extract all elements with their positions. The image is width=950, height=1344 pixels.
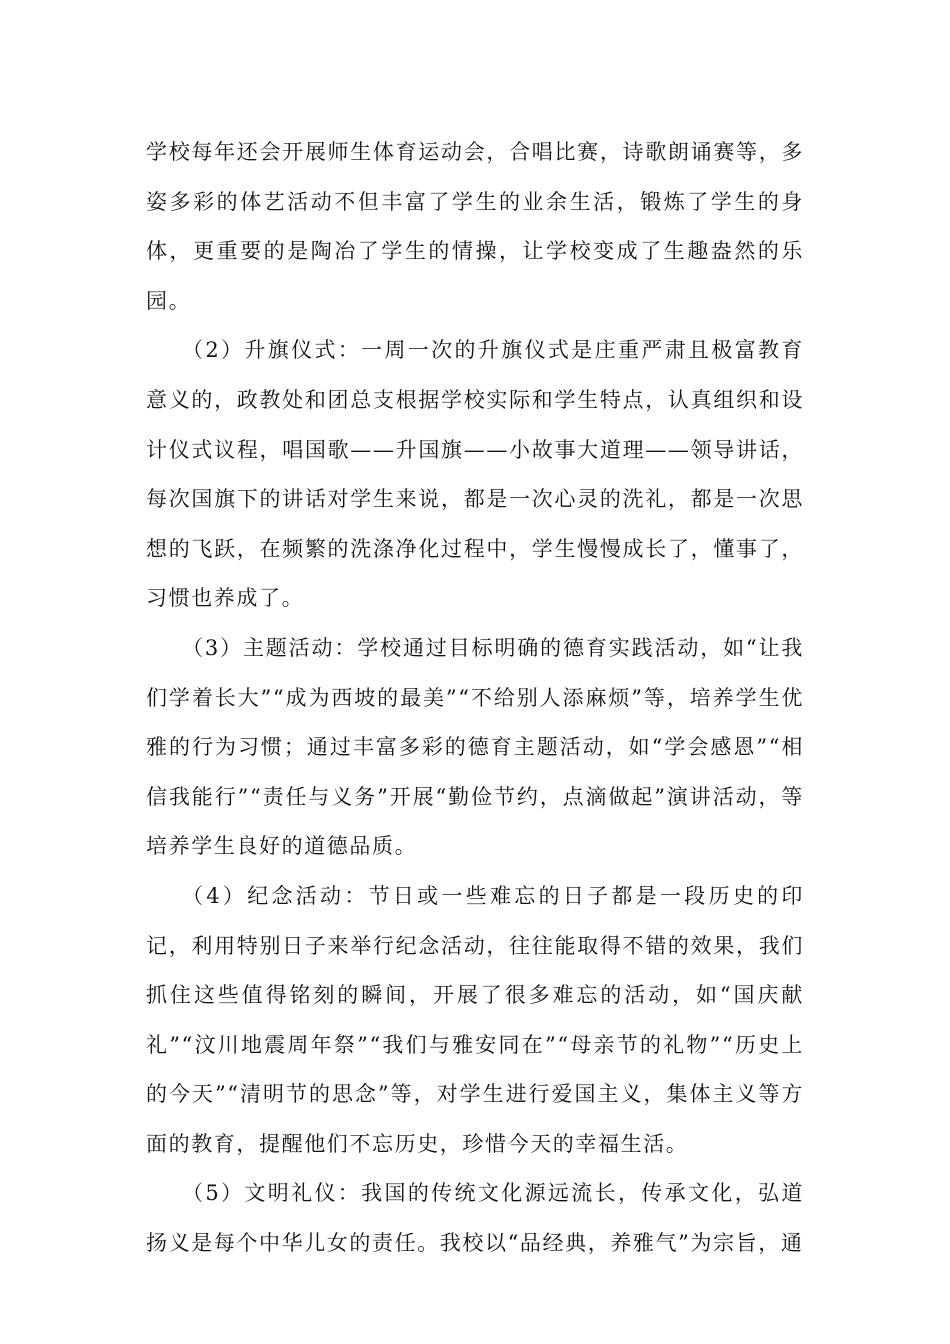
document-body — [146, 128, 804, 1269]
paragraph-sports-arts: 学校每年还会开展师生体育运动会，合唱比赛，诗歌朗诵赛等，多姿多彩的体艺活动不但丰富了学生的业余生活，锻炼了学生的身体，更重要的是陶冶了学生的情操，让学校变成了生趣盎然的乐园。 — [146, 140, 804, 313]
paragraph-commemorative-activities: （4）纪念活动：节日或一些难忘的日子都是一段历史的印记，利用特别日子来举行纪念活动，往往能取得不错的效果，我们抓住这些值得铭刻的瞬间，开展了很多难忘的活动，如“国庆献礼”“汶川地震周年祭”“我们与雅安同在”“母亲节的礼物”“历史上的今天”“清明节的思念”等，对学生进行爱国主义，集体主义等方面的教育，提醒他们不忘历史，珍惜今天的幸福生活。 — [146, 883, 804, 1156]
paragraph-civility-etiquette: （5）文明礼仪：我国的传统文化源远流长，传承文化，弘道扬义是每个中华儿女的责任。我校以“品经典，养雅气”为宗旨，通 — [146, 1181, 804, 1256]
paragraph-theme-activities: （3）主题活动：学校通过目标明确的德育实践活动，如“让我们学着长大”“成为西坡的最美”“不给别人添麻烦”等，培养学生优雅的行为习惯；通过丰富多彩的德育主题活动，如“学会感恩”“相信我能行”“责任与义务”开展“勤俭节约，点滴做起”演讲活动，等培养学生良好的道德品质。 — [146, 635, 804, 859]
paragraph-flag-raising: （2）升旗仪式：一周一次的升旗仪式是庄重严肃且极富教育意义的，政教处和团总支根据学校实际和学生特点，认真组织和设计仪式议程，唱国歌——升国旗——小故事大道理——领导讲话，每次国旗下的讲话对学生来说，都是一次心灵的洗礼，都是一次思想的飞跃，在频繁的洗涤净化过程中，学生慢慢成长了，懂事了，习惯也养成了。 — [146, 338, 804, 611]
